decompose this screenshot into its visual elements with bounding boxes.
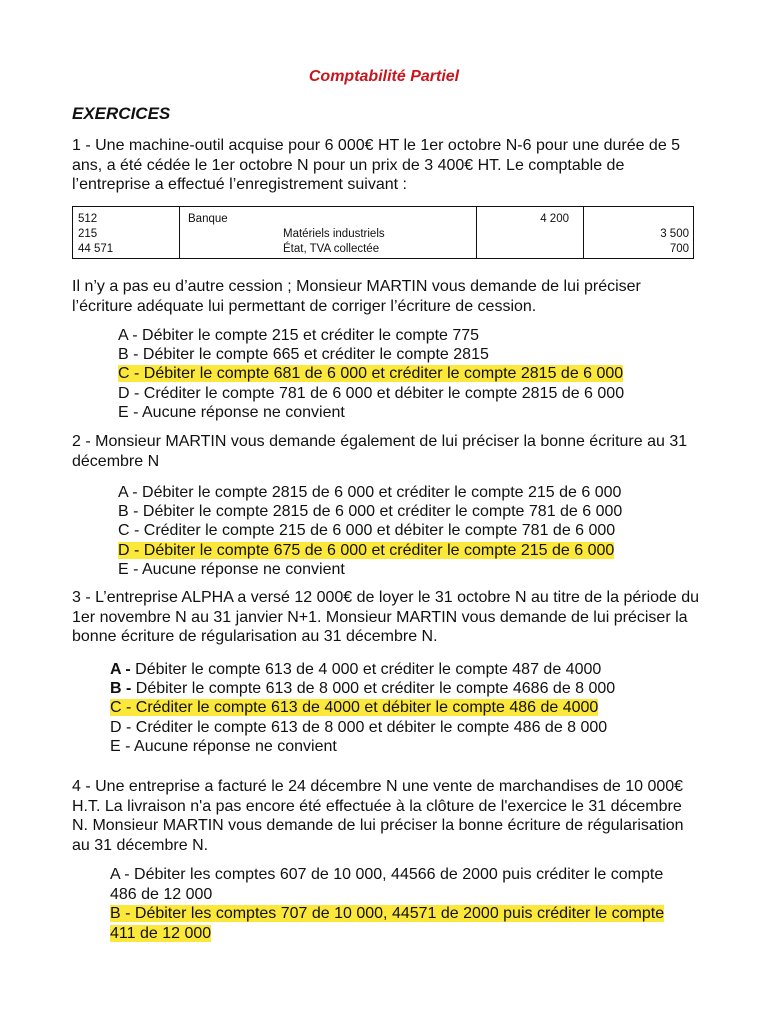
ledger-account: 512 [78,213,98,225]
ledger-credit-column [584,207,693,258]
option-text: Créditer le compte 613 de 8 000 et débiter le compte 486 de 8 000 [131,718,608,736]
question-4-text: 4 - Une entreprise a facturé le 24 décembre N une vente de marchandises de 10 000€ H.T. La livraison n'a pas encore été effectuée à la clôture de l'exercice le 31 décembre N. Monsieur MARTIN vous demande de lui préciser la bonne écriture de régularisation au 31 décembre N. [72,778,684,854]
answer-option-b-highlighted-line-2: 411 de 12 000 [110,924,212,942]
option-letter: C - [110,699,132,717]
option-letter: E - [110,737,131,755]
option-text: Aucune réponse ne convient [130,737,337,755]
answer-option-c-highlighted [110,699,598,716]
ledger-debit: 4 200 [540,213,569,225]
option-letter: D - [110,718,132,736]
question-1-followup: Il n’y a pas eu d’autre cession ; Monsieur MARTIN vous demande de lui préciser l’écriture adéquate lui permettant de corriger l’écriture de cession. [72,278,641,315]
answer-option-a-line-1: A - Débiter les comptes 607 de 10 000, 44566 de 2000 puis créditer le compte [110,866,664,883]
ledger-label: Banque [188,213,228,225]
answer-option-c: C - Créditer le compte 215 de 6 000 et débiter le compte 781 de 6 000 [118,522,616,540]
page-title: Comptabilité Partiel [308,68,460,85]
ledger-table [72,206,694,259]
ledger-credit: 700 [669,243,689,255]
answer-option-e [110,737,710,756]
ledger-accounts-column [73,207,180,258]
option-text: Débiter le compte 613 de 8 000 et créditer le compte 4686 de 8 000 [131,680,616,698]
question-2-options [118,483,718,579]
answer-option-d [110,718,710,737]
section-heading: EXERCICES [72,104,171,123]
answer-option-a: A - Débiter le compte 2815 de 6 000 et créditer le compte 215 de 6 000 [118,484,622,501]
option-letter: B - [110,680,132,698]
ledger-credit: 3 500 [660,228,689,240]
ledger-labels-column [180,207,477,258]
answer-option-a [110,660,710,679]
answer-option-a: A - Débiter le compte 215 et créditer le compte 775 [118,327,480,344]
ledger-debit-column [477,207,584,258]
answer-option-d: D - Créditer le compte 781 de 6 000 et débiter le compte 2815 de 6 000 [118,384,625,402]
answer-option-b-highlighted-line-1: B - Débiter les comptes 707 de 10 000, 44571 de 2000 puis créditer le compte [110,905,665,922]
answer-option-c-highlighted: C - Débiter le compte 681 de 6 000 et créditer le compte 2815 de 6 000 [118,365,624,383]
question-2-text: 2 - Monsieur MARTIN vous demande également de lui préciser la bonne écriture au 31 décembre N [72,433,688,470]
ledger-account: 215 [78,228,98,240]
ledger-debit [477,227,569,242]
question-1-options [118,326,718,422]
answer-option-e: E - Aucune réponse ne convient [118,560,345,578]
answer-option-c [110,698,710,717]
ledger-label: État, TVA collectée [283,243,380,255]
option-text: Créditer le compte 613 de 4000 et débiter le compte 486 de 4000 [131,699,599,717]
ledger-label: Matériels industriels [283,228,385,240]
answer-option-a-line-2: 486 de 12 000 [110,885,213,903]
question-1-text: 1 - Une machine-outil acquise pour 6 000€ HT le 1er octobre N-6 pour une durée de 5 ans, a été cédée le 1er octobre N pour un prix de 3 400€ HT. Le comptable de l’entreprise a effectué l’enregistrement suivant : [72,137,681,193]
answer-option-d-highlighted: D - Débiter le compte 675 de 6 000 et créditer le compte 215 de 6 000 [118,541,615,559]
answer-option-b: B - Débiter le compte 665 et créditer le compte 2815 [118,346,489,364]
question-4-options [110,865,710,943]
option-letter: A - [110,661,131,678]
question-3-options [110,660,710,756]
ledger-account: 44 571 [78,243,114,255]
ledger-debit [477,242,569,257]
answer-option-b: B - Débiter le compte 2815 de 6 000 et créditer le compte 781 de 6 000 [118,503,623,521]
question-3-text: 3 - L’entreprise ALPHA a versé 12 000€ de loyer le 31 octobre N au titre de la période du 1er novembre N au 31 janvier N+1. Monsieur MARTIN vous demande de lui préciser la bonne écriture de régularisation au 31 décembre N. [72,589,700,645]
ledger-credit [584,212,689,227]
answer-option-b [110,679,710,698]
answer-option-e: E - Aucune réponse ne convient [118,403,345,421]
option-text: Débiter le compte 613 de 4 000 et créditer le compte 487 de 4000 [130,661,602,678]
